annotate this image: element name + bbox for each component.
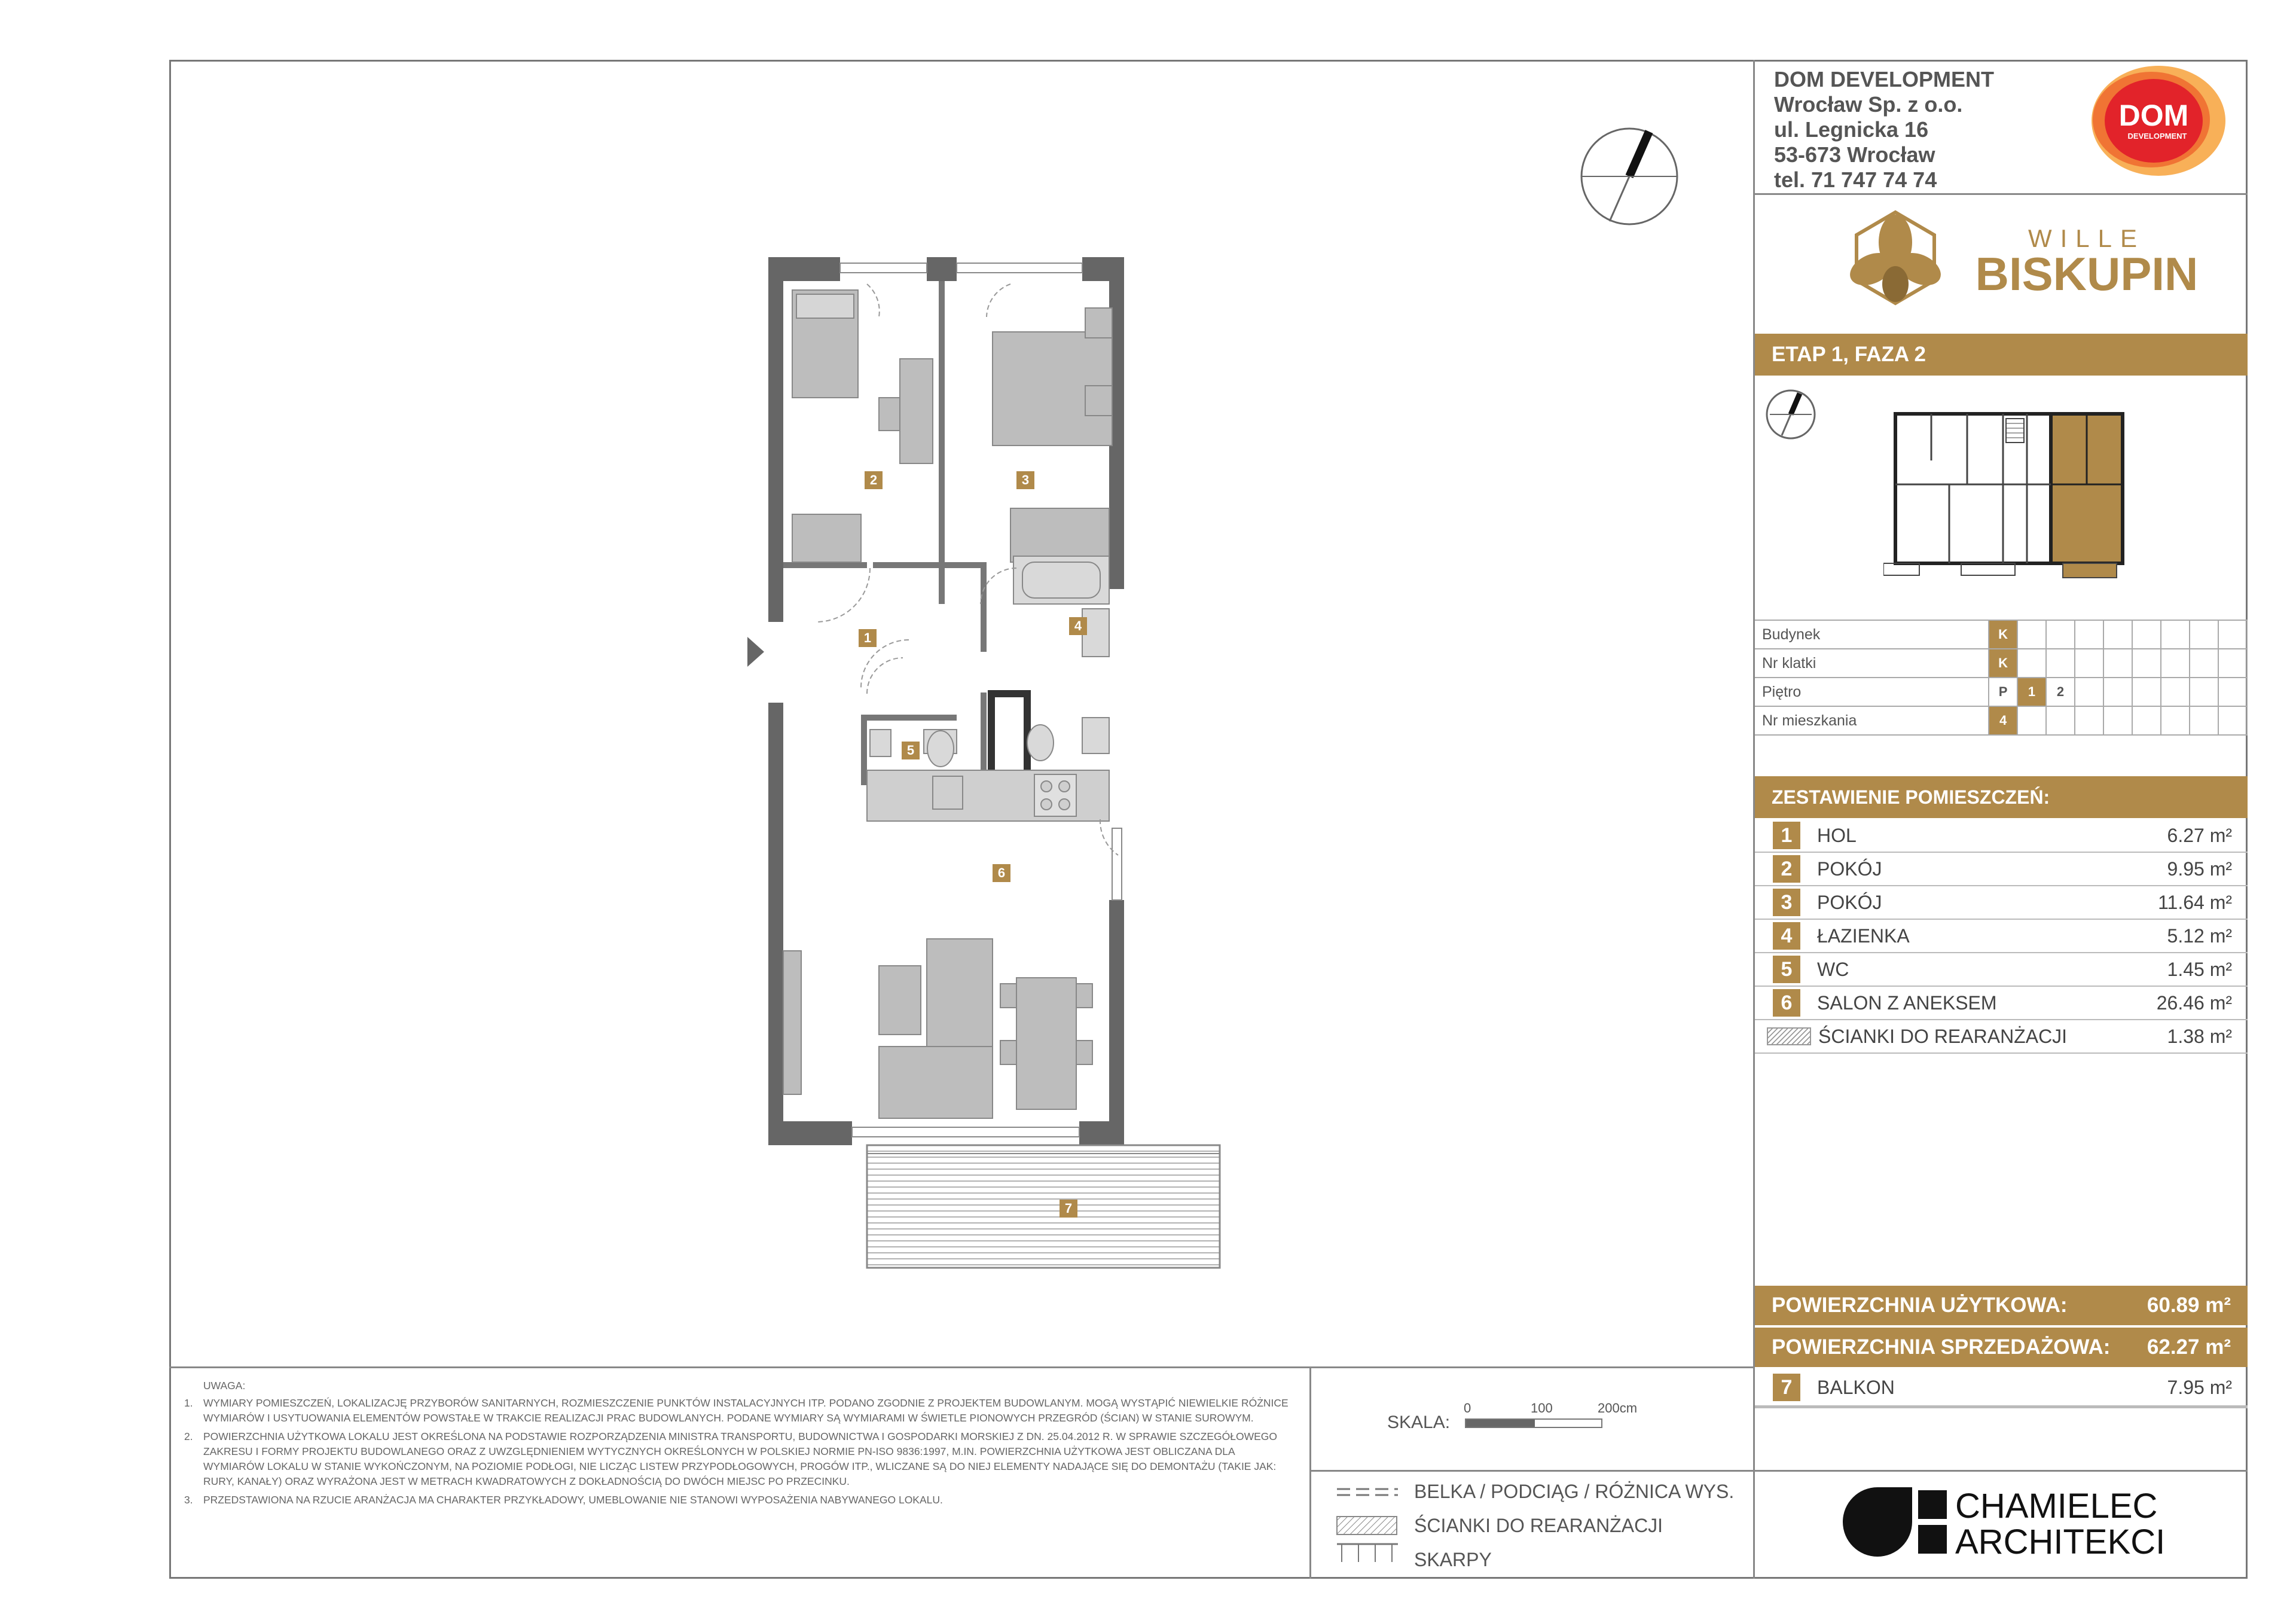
- logo-big-text: DOM: [2118, 99, 2189, 132]
- bottom-panel-divider: [169, 1366, 1755, 1368]
- dom-development-logo: [2081, 61, 2230, 181]
- usable-area-bar: [1755, 1286, 2248, 1325]
- floor-value-1: 1: [2017, 678, 2046, 706]
- room-num: 2: [1773, 855, 1800, 883]
- company-phone: tel. 71 747 74 74: [1774, 167, 1937, 192]
- partition-row: [1755, 1020, 2248, 1054]
- balcony-name: BALKON: [1817, 1376, 1895, 1398]
- stairs-label: Nr klatki: [1755, 649, 1989, 678]
- sale-area-bar: [1755, 1328, 2248, 1367]
- note-1: 1. WYMIARY POMIESZCZEŃ, LOKALIZACJĘ PRZYBORÓW SANITARNYCH, ROZMIESZCZENIE PUNKTÓW INSTALACYJNYCH ITP. PODANO ZGODNIE Z PROJEKTEM BUDOWLANYM. MOGĄ WYSTĄPIĆ NIEWIELKIE RÓŻNICE WYMIARÓW I USYTUOWANIA ELEMENTÓW POWSTAŁE W TRAKCIE REALIZACJI PRAC BUDOWLANYCH. PODANE WYMIARY SĄ WYMIARAMI W ŚWIETLE PIONOWYCH PRZEGRÓD (ŚCIAN) W STANIE SUROWYM.: [184, 1397, 1289, 1424]
- room-row: [1755, 953, 2248, 987]
- plan-tag-3: 3: [1016, 471, 1034, 489]
- legend-partitions: ŚCIANKI DO REARANŻACJI: [1414, 1515, 1663, 1536]
- room-name: POKÓJ: [1817, 858, 1882, 880]
- room-area: 11.64 m²: [2158, 891, 2232, 913]
- logo-small-text: DEVELOPMENT: [2127, 132, 2187, 141]
- notes-title: UWAGA:: [203, 1380, 246, 1392]
- unit-info-table: [1755, 620, 2248, 736]
- plan-tag-2: 2: [865, 471, 883, 489]
- room-name: POKÓJ: [1817, 891, 1882, 913]
- note-3: 3. PRZEDSTAWIONA NA RZUCIE ARANŻACJA MA CHARAKTER PRZYKŁADOWY, UMEBLOWANIE NIE STANOWI WYPOSAŻENIA NABYWANEGO LOKALU.: [184, 1494, 943, 1506]
- balcony-area: 7.95 m²: [2167, 1376, 2232, 1398]
- key-plan: [1883, 407, 2135, 586]
- notes-block: [179, 1378, 1292, 1508]
- plan-tag-5: 5: [902, 742, 920, 759]
- plan-tag-7: 7: [1060, 1200, 1077, 1218]
- scale-tick-0: 0: [1464, 1401, 1471, 1415]
- balcony-area: [867, 1145, 1220, 1268]
- balcony-num: 7: [1773, 1374, 1800, 1401]
- room-name: ŁAZIENKA: [1817, 925, 1910, 947]
- usable-value: 60.89 m²: [2147, 1293, 2231, 1317]
- unit-value: 4: [1989, 706, 2017, 735]
- entrance-arrow-icon: [747, 637, 764, 667]
- balcony-row: [1755, 1369, 2248, 1407]
- wille-biskupin-logo: [1830, 200, 2224, 326]
- building-label: Budynek: [1755, 620, 1989, 649]
- legend-beam: BELKA / PODCIĄG / RÓŻNICA WYS.: [1414, 1481, 1735, 1502]
- stairs-row: [1755, 649, 2247, 678]
- project-word2: BISKUPIN: [1975, 248, 2199, 300]
- stairs-value: K: [1989, 649, 2017, 678]
- scale-label: SKALA:: [1387, 1413, 1451, 1432]
- mini-compass-icon: [1764, 388, 1818, 441]
- rooms-header-bar: [1755, 776, 2248, 818]
- scale-tick-2: 200cm: [1598, 1401, 1638, 1415]
- room-name: WC: [1817, 958, 1849, 980]
- room-row: [1755, 886, 2248, 920]
- legend-divider: [1309, 1470, 2248, 1472]
- room-row: [1755, 987, 2248, 1020]
- company-divider: [1755, 193, 2248, 195]
- notes-divider: [1309, 1366, 1311, 1579]
- room-num: 4: [1773, 922, 1800, 950]
- room-name: SALON Z ANEKSEM: [1817, 992, 1997, 1014]
- company-address: [1774, 67, 1994, 193]
- room-area: 26.46 m²: [2156, 992, 2232, 1014]
- room-area: 1.45 m²: [2167, 958, 2232, 980]
- usable-label: POWIERZCHNIA UŻYTKOWA:: [1772, 1293, 2068, 1317]
- room-num: 6: [1773, 989, 1800, 1017]
- stage-bar: [1755, 334, 2248, 376]
- room-row: [1755, 819, 2248, 853]
- room-name: HOL: [1817, 824, 1857, 846]
- floor-plan: [735, 251, 1250, 1280]
- company-name: DOM DEVELOPMENT: [1774, 67, 1995, 91]
- sale-label: POWIERZCHNIA SPRZEDAŻOWA:: [1772, 1335, 2111, 1359]
- floor-value-2: 2: [2046, 678, 2075, 706]
- room-num: 3: [1773, 889, 1800, 916]
- stage-label: ETAP 1, FAZA 2: [1772, 343, 1926, 366]
- partition-area: 1.38 m²: [2167, 1025, 2232, 1047]
- room-area: 6.27 m²: [2167, 824, 2232, 846]
- building-row: [1755, 620, 2247, 649]
- building-value: K: [1989, 620, 2017, 649]
- floor-label: Piętro: [1755, 678, 1989, 706]
- partition-hatch-icon: [1767, 1027, 1811, 1045]
- project-word1: WILLE: [2028, 224, 2146, 252]
- rooms-header: ZESTAWIENIE POMIESZCZEŃ:: [1772, 786, 2050, 808]
- legend-jambs: SKARPY: [1414, 1549, 1492, 1570]
- scale-bar: [1465, 1418, 1602, 1428]
- plan-tag-1: 1: [859, 629, 877, 647]
- room-num: 1: [1773, 822, 1800, 849]
- chamielec-architekci-logo: [1836, 1483, 2206, 1561]
- partition-name: ŚCIANKI DO REARANŻACJI: [1818, 1025, 2068, 1047]
- scale-tick-1: 100: [1531, 1401, 1553, 1415]
- room-area: 9.95 m²: [2167, 858, 2232, 880]
- sale-value: 62.27 m²: [2147, 1335, 2231, 1359]
- room-num: 5: [1773, 956, 1800, 983]
- plan-tag-4: 4: [1069, 617, 1087, 635]
- floor-row: [1755, 678, 2247, 706]
- company-line1: Wrocław Sp. z o.o.: [1774, 92, 1963, 117]
- architect-line1: CHAMIELEC: [1955, 1487, 2158, 1526]
- legend-symbols: [1335, 1482, 1400, 1566]
- room-row: [1755, 853, 2248, 886]
- note-2: 2. POWIERZCHNIA UŻYTKOWA LOKALU JEST OKREŚLONA NA PODSTAWIE ROZPORZĄDZENIA MINISTRA TRANSPORTU, BUDOWNICTWA I GOSPODARKI MORSKIEJ Z DN. 25.04.2012 R. W SPRAWIE SZCZEGÓŁOWEGO ZAKRESU I FORMY PROJEKTU BUDOWLANEGO ORAZ Z UWZGLĘDNIENIEM WYTYCZNYCH OKREŚLONYCH W POLSKIEJ NORMIE PN-ISO 9836:1997, M.IN. POWIERZCHNIA UŻYTKOWA JEST OBLICZANA DLA WYMIARÓW LOKALU W STANIE WYKOŃCZONYM, NA POZIOMIE PODŁOGI, NIE LICZĄC LISTEW PRZYPODŁOGOWYCH, PROGÓW ITP., WLICZANE SĄ DO NIEJ ELEMENTY NADAJĄCE SIĘ DO DEMONTAŻU (TAKIE JAK: RURY, KANAŁY) ORAZ WYRAŻONA JEST W METRACH KWADRATOWYCH Z DOKŁADNOŚCIĄ DO DWÓCH MIEJSC PO PRZECINKU.: [184, 1430, 1277, 1487]
- room-area: 5.12 m²: [2167, 925, 2232, 947]
- unit-label: Nr mieszkania: [1755, 706, 1989, 735]
- room-row: [1755, 920, 2248, 953]
- plan-tag-6: 6: [993, 864, 1010, 882]
- north-compass-icon: [1578, 126, 1680, 227]
- company-line3: 53-673 Wrocław: [1774, 142, 1935, 167]
- company-line2: ul. Legnicka 16: [1774, 117, 1929, 142]
- unit-row: [1755, 706, 2247, 735]
- floor-value-p: P: [1989, 678, 2017, 706]
- architect-line2: ARCHITEKCI: [1955, 1523, 2166, 1561]
